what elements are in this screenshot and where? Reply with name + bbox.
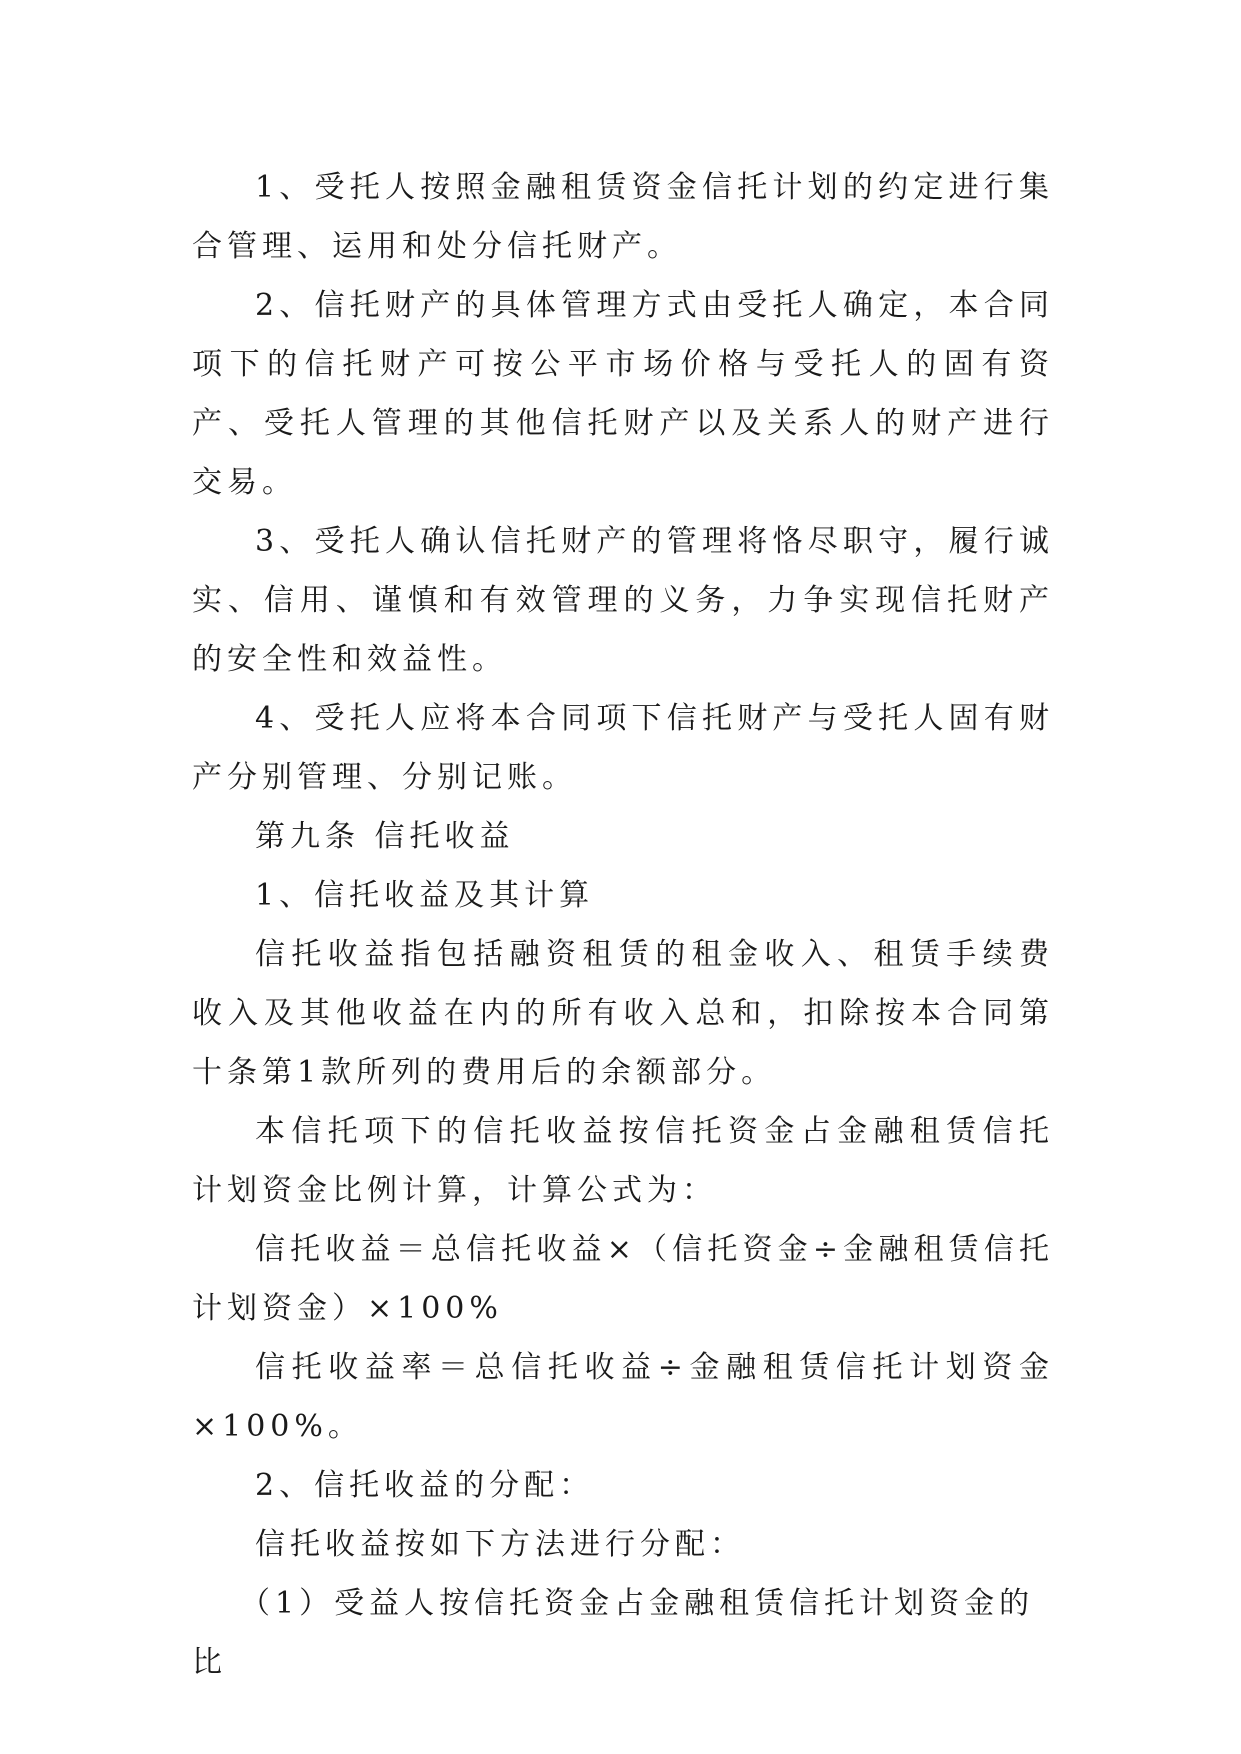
subheading-income-distribution: 2、信托收益的分配： — [255, 1468, 595, 1503]
formula-income-rate: 信托收益率＝总信托收益÷金融租赁信托计划资金×100%。 — [192, 1350, 1054, 1444]
paragraph-income-definition: 信托收益指包括融资租赁的租金收入、租赁手续费收入及其他收益在内的所有收入总和，扣除按本合同第十条第1款所列的费用后的余额部分。 — [192, 937, 1054, 1090]
document-body — [192, 158, 1054, 1692]
paragraph-distribution-item-1: （1）受益人按信托资金占金融租赁信托计划资金的比 — [192, 1586, 1035, 1680]
section-heading-article-9: 第九条 信托收益 — [255, 819, 515, 854]
paragraph-distribution-method: 信托收益按如下方法进行分配： — [255, 1527, 745, 1562]
subheading-income-calculation: 1、信托收益及其计算 — [255, 878, 595, 913]
paragraph-income-method: 本信托项下的信托收益按信托资金占金融租赁信托计划资金比例计算，计算公式为： — [192, 1114, 1054, 1208]
paragraph-2: 2、信托财产的具体管理方式由受托人确定，本合同项下的信托财产可按公平市场价格与受托人的固有资产、受托人管理的其他信托财产以及关系人的财产进行交易。 — [192, 288, 1054, 500]
paragraph-4: 4、受托人应将本合同项下信托财产与受托人固有财产分别管理、分别记账。 — [192, 701, 1054, 795]
paragraph-1: 1、受托人按照金融租赁资金信托计划的约定进行集合管理、运用和处分信托财产。 — [192, 170, 1054, 264]
paragraph-3: 3、受托人确认信托财产的管理将恪尽职守，履行诚实、信用、谨慎和有效管理的义务，力争实现信托财产的安全性和效益性。 — [192, 524, 1054, 677]
formula-trust-income: 信托收益＝总信托收益×（信托资金÷金融租赁信托计划资金）×100% — [192, 1232, 1054, 1326]
